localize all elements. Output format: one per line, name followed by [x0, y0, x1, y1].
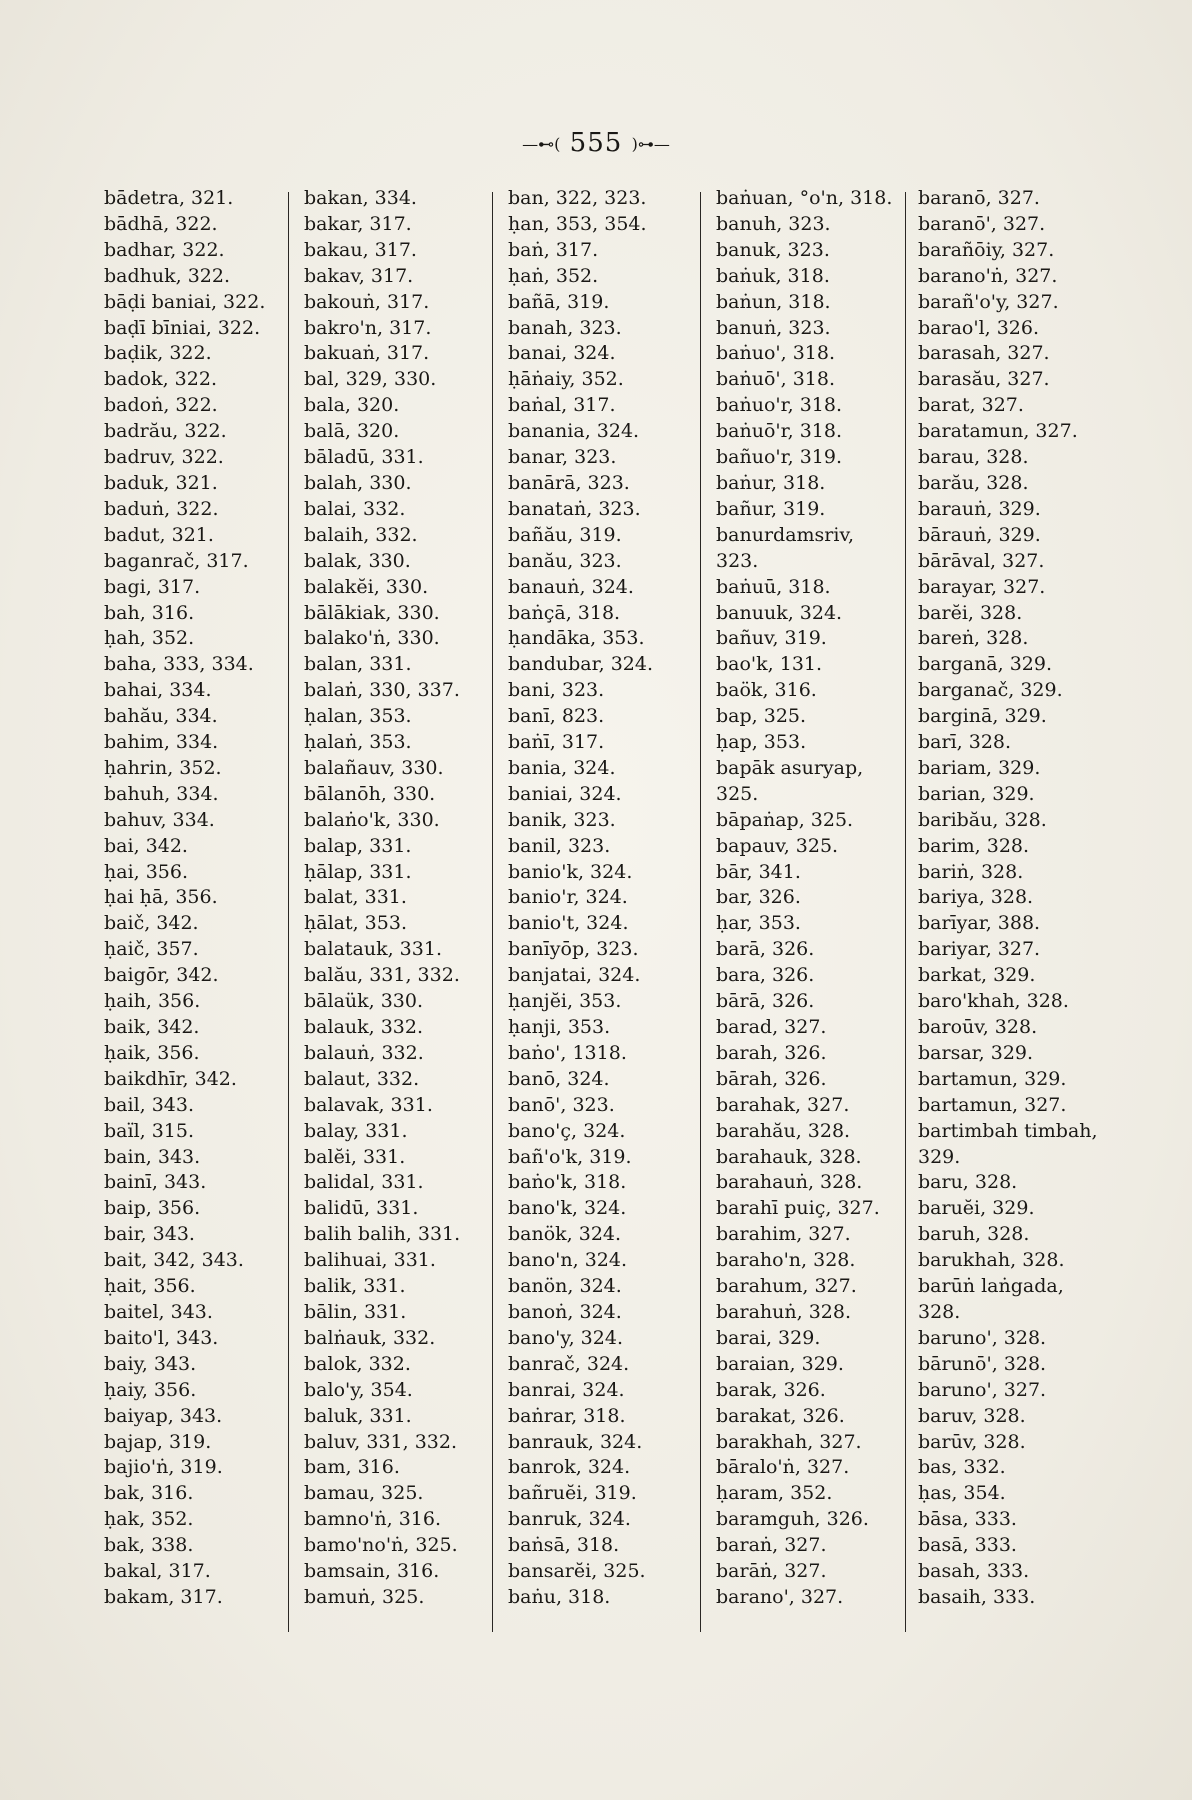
- index-entry: bao'k, 131.: [716, 653, 823, 676]
- index-entry: ḥanjĕi, 353.: [508, 990, 622, 1013]
- index-entry: bainī, 343.: [104, 1171, 207, 1194]
- index-entry: bār, 341.: [716, 860, 801, 883]
- index-entry: baṅo', 1318.: [508, 1041, 627, 1064]
- index-entry: basaih, 333.: [918, 1585, 1036, 1608]
- index-entry: banio'r, 324.: [508, 886, 628, 909]
- index-entry: barad, 327.: [716, 1016, 827, 1038]
- index-entry: ḥāṅaiy, 352.: [508, 368, 624, 391]
- index-entry: bakav, 317.: [304, 264, 414, 287]
- index-entry: barim, 328.: [918, 834, 1030, 857]
- index-entry: ḥak, 352.: [104, 1508, 194, 1531]
- index-entry: bamo'no'ṅ, 325.: [304, 1534, 458, 1557]
- index-entry: ḥap, 353.: [716, 731, 807, 754]
- index-entry: barahauṅ, 328.: [716, 1171, 863, 1194]
- index-entry: bait, 342, 343.: [104, 1249, 244, 1272]
- index-entry: bakau, 317.: [304, 238, 417, 261]
- index-entry: bañ'o'k, 319.: [508, 1145, 632, 1168]
- index-entry: bartamun, 327.: [918, 1093, 1067, 1116]
- index-entry: bañuv, 319.: [716, 627, 827, 650]
- index-entry: ḥai, 356.: [104, 860, 189, 883]
- index-entry: bañruĕi, 319.: [508, 1482, 637, 1505]
- index-entry: barūṅ laṅgada,: [918, 1275, 1064, 1298]
- left-ornament: —⊷(: [522, 134, 561, 154]
- index-entry: bam, 316.: [304, 1456, 400, 1479]
- index-entry: ḥar, 353.: [716, 912, 801, 935]
- index-entry: bas, 332.: [918, 1456, 1006, 1479]
- index-entry: bāsa, 333.: [918, 1508, 1017, 1531]
- index-entry: ḥaṅ, 352.: [508, 264, 599, 287]
- index-entry: barat, 327.: [918, 394, 1024, 417]
- index-entry: banuk, 323.: [716, 238, 830, 261]
- index-entry: ḥanji, 353.: [508, 1016, 611, 1038]
- index-entry: balidal, 331.: [304, 1171, 424, 1194]
- column-divider: [700, 192, 701, 1632]
- index-entry: balău, 331, 332.: [304, 964, 460, 987]
- index-entry: banah, 323.: [508, 316, 622, 339]
- index-entry: bareṅ, 328.: [918, 627, 1029, 650]
- index-entry: bamsain, 316.: [304, 1560, 440, 1583]
- index-entry: bakro'n, 317.: [304, 316, 432, 339]
- index-entry: badhuk, 322.: [104, 264, 231, 287]
- index-entry: bārah, 326.: [716, 1067, 827, 1090]
- index-entry: baṅī, 317.: [508, 731, 605, 754]
- index-entry: balauṅ, 332.: [304, 1041, 424, 1064]
- index-entry: bahai, 334.: [104, 679, 212, 702]
- index-entry: bak, 316.: [104, 1482, 194, 1505]
- index-entry: ḥas, 354.: [918, 1482, 1006, 1505]
- index-entry: barayar, 327.: [918, 575, 1046, 598]
- index-entry: barahuṅ, 328.: [716, 1300, 851, 1323]
- index-entry: balah, 330.: [304, 471, 412, 494]
- index-entry: balap, 331.: [304, 834, 412, 857]
- index-entry: ḥaič, 357.: [104, 938, 199, 961]
- index-entry: barañ'o'y, 327.: [918, 290, 1059, 313]
- index-entry: barian, 329.: [918, 782, 1035, 805]
- index-entry: baikdhīr, 342.: [104, 1067, 237, 1090]
- index-entry: baič, 342.: [104, 912, 199, 935]
- index-entry: bariam, 329.: [918, 756, 1041, 779]
- index-entry: balaṅo'k, 330.: [304, 808, 440, 831]
- index-column-4: [716, 186, 892, 1611]
- index-entry: bandubar, 324.: [508, 653, 653, 676]
- index-entry: bal, 329, 330.: [304, 368, 437, 391]
- index-entry: barīyar, 388.: [918, 912, 1041, 935]
- index-entry: balaṅ, 330, 337.: [304, 679, 460, 702]
- index-entry: barā, 326.: [716, 938, 815, 961]
- index-entry: bañuo'r, 319.: [716, 446, 843, 469]
- index-entry: bapāk asuryap,: [716, 756, 864, 779]
- index-entry: barakat, 326.: [716, 1404, 845, 1427]
- index-entry: bamau, 325.: [304, 1482, 424, 1505]
- index-entry: baluv, 331, 332.: [304, 1430, 458, 1453]
- index-entry: baganrač, 317.: [104, 549, 249, 572]
- index-entry: baṅuō'r, 318.: [716, 420, 843, 443]
- index-entry: baha, 333, 334.: [104, 653, 254, 676]
- index-entry: bani, 323.: [508, 679, 605, 702]
- index-entry: banai, 324.: [508, 342, 616, 365]
- index-entry: bakam, 317.: [104, 1585, 223, 1608]
- index-entry: balan, 331.: [304, 653, 412, 676]
- index-entry: bakan, 334.: [304, 187, 417, 209]
- index-entry: bariya, 328.: [918, 886, 1034, 909]
- index-entry: ḥālap, 331.: [304, 860, 412, 883]
- index-entry: bara, 326.: [716, 964, 815, 987]
- index-entry: bāpaṅap, 325.: [716, 808, 854, 831]
- index-entry: baruĕi, 329.: [918, 1197, 1035, 1220]
- index-entry: baṅçā, 318.: [508, 601, 621, 624]
- index-entry: bar, 326.: [716, 886, 801, 909]
- index-entry: baraho'n, 328.: [716, 1249, 856, 1272]
- index-entry: banik, 323.: [508, 808, 616, 831]
- index-entry: baṅsā, 318.: [508, 1534, 620, 1557]
- index-entry: barāṅ, 327.: [716, 1560, 827, 1583]
- index-entry: bañur, 319.: [716, 497, 826, 520]
- index-entry: bakouṅ, 317.: [304, 290, 430, 313]
- index-entry: bariṅ, 328.: [918, 860, 1024, 883]
- index-entry: banauṅ, 324.: [508, 575, 634, 598]
- index-entry: baṅ, 317.: [508, 238, 599, 261]
- index-entry: baṅuō', 318.: [716, 368, 836, 391]
- index-entry: baip, 356.: [104, 1197, 201, 1220]
- index-entry: baraian, 329.: [716, 1352, 844, 1375]
- index-entry: balaih, 332.: [304, 523, 418, 546]
- index-entry: barak, 326.: [716, 1378, 826, 1401]
- index-entry: bārā, 326.: [716, 990, 815, 1013]
- index-entry: barah, 326.: [716, 1041, 827, 1064]
- index-entry: baruv, 328.: [918, 1404, 1026, 1427]
- index-entry: banuṅ, 323.: [716, 316, 831, 339]
- index-entry: balik, 331.: [304, 1275, 406, 1298]
- index-entry: banio't, 324.: [508, 912, 629, 935]
- column-divider: [905, 192, 906, 1632]
- index-entry: bak, 338.: [104, 1534, 194, 1557]
- index-entry: bariyar, 327.: [918, 938, 1041, 961]
- index-entry: baik, 342.: [104, 1016, 200, 1038]
- index-entry: barasah, 327.: [918, 342, 1050, 365]
- index-entry: ḥan, 353, 354.: [508, 212, 647, 235]
- index-entry: bah, 316.: [104, 601, 195, 624]
- index-entry: baruno', 328.: [918, 1326, 1047, 1349]
- index-entry: bail, 343.: [104, 1093, 195, 1116]
- index-entry: baiyap, 343.: [104, 1404, 223, 1427]
- index-entry: banī, 823.: [508, 705, 605, 728]
- index-entry: barsar, 329.: [918, 1041, 1034, 1064]
- index-entry: baṅrar, 318.: [508, 1404, 626, 1427]
- index-entry: baḍik, 322.: [104, 342, 212, 365]
- index-entry: barau, 328.: [918, 446, 1029, 469]
- index-entry: baduk, 321.: [104, 471, 218, 494]
- index-entry: barginā, 329.: [918, 705, 1047, 728]
- index-entry: banök, 324.: [508, 1223, 622, 1246]
- index-entry: banō', 323.: [508, 1093, 615, 1116]
- column-divider: [492, 192, 493, 1632]
- index-entry: balaut, 332.: [304, 1067, 420, 1090]
- index-entry: baroūv, 328.: [918, 1016, 1038, 1038]
- index-entry: ḥaiy, 356.: [104, 1378, 197, 1401]
- index-entry: baṅu, 318.: [508, 1585, 611, 1608]
- index-entry: barañōiy, 327.: [918, 238, 1055, 261]
- index-entry: bakuaṅ, 317.: [304, 342, 430, 365]
- index-entry: barī, 328.: [918, 731, 1012, 754]
- index-entry: barahim, 327.: [716, 1223, 851, 1246]
- index-entry: badut, 321.: [104, 523, 214, 546]
- index-entry: banuuk, 324.: [716, 601, 843, 624]
- index-entry: badhar, 322.: [104, 238, 225, 261]
- index-entry: baru, 328.: [918, 1171, 1018, 1194]
- index-column-5: [918, 186, 1098, 1611]
- index-entry: balo'y, 354.: [304, 1378, 413, 1401]
- index-entry: banar, 323.: [508, 446, 617, 469]
- index-entry: banīyōp, 323.: [508, 938, 639, 961]
- index-entry: banău, 323.: [508, 549, 622, 572]
- index-entry: baiy, 343.: [104, 1352, 197, 1375]
- index-entry: badoṅ, 322.: [104, 394, 218, 417]
- index-entry: baṅuan, °o'n, 318.: [716, 187, 893, 209]
- index-entry: bahuv, 334.: [104, 808, 215, 831]
- index-entry: ḥaih, 356.: [104, 990, 201, 1013]
- index-entry: balañauv, 330.: [304, 756, 444, 779]
- index-entry: ḥai ḥā, 356.: [104, 886, 218, 909]
- index-entry: ḥalan, 353.: [304, 705, 412, 728]
- index-entry: baïl, 315.: [104, 1119, 195, 1142]
- index-entry: barkat, 329.: [918, 964, 1036, 987]
- index-entry: balṅauk, 332.: [304, 1326, 436, 1349]
- index-entry: ḥālat, 353.: [304, 912, 407, 935]
- index-entry: bania, 324.: [508, 756, 616, 779]
- index-entry: bahim, 334.: [104, 731, 219, 754]
- index-entry: baranō', 327.: [918, 212, 1046, 235]
- index-entry: ḥandāka, 353.: [508, 627, 645, 650]
- index-entry: bakal, 317.: [104, 1560, 211, 1583]
- index-entry: ḥaik, 356.: [104, 1041, 200, 1064]
- index-entry: baṅuk, 318.: [716, 264, 830, 287]
- index-entry: barano', 327.: [716, 1585, 844, 1608]
- index-entry: barahum, 327.: [716, 1275, 857, 1298]
- index-entry: balok, 332.: [304, 1352, 411, 1375]
- index-entry: ḥait, 356.: [104, 1275, 196, 1298]
- index-entry: banārā, 323.: [508, 471, 630, 494]
- index-entry: bāralo'ṅ, 327.: [716, 1456, 850, 1479]
- index-entry: barai, 329.: [716, 1326, 821, 1349]
- index-entry: balak, 330.: [304, 549, 411, 572]
- index-entry: bakar, 317.: [304, 212, 412, 235]
- index-entry: bādetra, 321.: [104, 187, 234, 209]
- index-entry: baitel, 343.: [104, 1300, 213, 1323]
- index-entry: banio'k, 324.: [508, 860, 633, 883]
- page-header: [0, 128, 1192, 158]
- index-entry: banataṅ, 323.: [508, 497, 641, 520]
- index-entry: bajio'ṅ, 319.: [104, 1456, 223, 1479]
- column-divider: [288, 192, 289, 1632]
- index-entry: balih balih, 331.: [304, 1223, 461, 1246]
- index-entry: ḥalaṅ, 353.: [304, 731, 412, 754]
- index-entry: basah, 333.: [918, 1560, 1030, 1583]
- index-entry: baṅuū, 318.: [716, 575, 831, 598]
- index-column-3: [508, 186, 653, 1611]
- index-entry: banoṅ, 324.: [508, 1300, 622, 1323]
- index-entry: 329.: [918, 1145, 961, 1168]
- index-entry: ḥahrin, 352.: [104, 756, 222, 779]
- index-entry: banrauk, 324.: [508, 1430, 643, 1453]
- index-entry: bair, 343.: [104, 1223, 195, 1246]
- index-entry: bahău, 334.: [104, 705, 218, 728]
- index-entry: bamuṅ, 325.: [304, 1585, 425, 1608]
- right-ornament: )⊶—: [631, 134, 670, 154]
- index-entry: bālākiak, 330.: [304, 601, 440, 624]
- index-entry: bālaük, 330.: [304, 990, 424, 1013]
- index-entry: barahău, 328.: [716, 1119, 851, 1142]
- index-entry: baök, 316.: [716, 679, 817, 702]
- index-entry: 323.: [716, 549, 759, 572]
- index-entry: badrău, 322.: [104, 420, 227, 443]
- index-entry: bagi, 317.: [104, 575, 201, 598]
- index-entry: baribău, 328.: [918, 808, 1047, 831]
- index-entry: bajap, 319.: [104, 1430, 212, 1453]
- index-entry: baratamun, 327.: [918, 420, 1078, 443]
- index-entry: baruno', 327.: [918, 1378, 1047, 1401]
- index-entry: bano'y, 324.: [508, 1326, 623, 1349]
- index-entry: barahak, 327.: [716, 1093, 850, 1116]
- index-entry: banjatai, 324.: [508, 964, 641, 987]
- index-entry: baṅuo'r, 318.: [716, 394, 843, 417]
- index-entry: bāḍi baniai, 322.: [104, 290, 266, 313]
- index-entry: baṅo'k, 318.: [508, 1171, 627, 1194]
- index-entry: balatauk, 331.: [304, 938, 442, 961]
- index-entry: balauk, 332.: [304, 1016, 424, 1038]
- index-entry: bartimbah timbah,: [918, 1119, 1098, 1142]
- index-entry: bap, 325.: [716, 705, 807, 728]
- index-entry: barauṅ, 329.: [918, 497, 1041, 520]
- index-entry: bārunō', 328.: [918, 1352, 1047, 1375]
- index-entry: 325.: [716, 782, 759, 805]
- index-entry: balidū, 331.: [304, 1197, 419, 1220]
- index-entry: baigōr, 342.: [104, 964, 219, 987]
- index-entry: baṅun, 318.: [716, 290, 831, 313]
- index-entry: basā, 333.: [918, 1534, 1017, 1557]
- index-entry: banania, 324.: [508, 420, 640, 443]
- index-entry: barao'l, 326.: [918, 316, 1040, 339]
- index-entry: baluk, 331.: [304, 1404, 412, 1427]
- index-entry: banuh, 323.: [716, 212, 831, 235]
- index-entry: bahuh, 334.: [104, 782, 219, 805]
- index-entry: balako'ṅ, 330.: [304, 627, 440, 650]
- index-entry: barahī puiç, 327.: [716, 1197, 880, 1220]
- index-entry: bāladū, 331.: [304, 446, 424, 469]
- index-entry: banō, 324.: [508, 1067, 610, 1090]
- index-entry: ḥah, 352.: [104, 627, 195, 650]
- index-entry: bartamun, 329.: [918, 1067, 1067, 1090]
- index-entry: ḥaram, 352.: [716, 1482, 833, 1505]
- index-entry: baramguh, 326.: [716, 1508, 869, 1531]
- index-entry: bamno'ṅ, 316.: [304, 1508, 442, 1531]
- index-entry: baṅuo', 318.: [716, 342, 836, 365]
- index-entry: banil, 323.: [508, 834, 611, 857]
- index-entry: balay, 331.: [304, 1119, 408, 1142]
- index-entry: baranō, 327.: [918, 187, 1040, 209]
- index-entry: bai, 342.: [104, 834, 188, 857]
- index-entry: barău, 328.: [918, 471, 1029, 494]
- index-entry: balĕi, 331.: [304, 1145, 406, 1168]
- index-entry: bādhā, 322.: [104, 212, 218, 235]
- index-entry: banön, 324.: [508, 1275, 622, 1298]
- index-entry: baro'khah, 328.: [918, 990, 1069, 1013]
- index-entry: badok, 322.: [104, 368, 217, 391]
- index-entry: bain, 343.: [104, 1145, 201, 1168]
- index-entry: bañā, 319.: [508, 290, 610, 313]
- index-entry: bano'k, 324.: [508, 1197, 627, 1220]
- index-entry: bapauv, 325.: [716, 834, 839, 857]
- index-entry: barahauk, 328.: [716, 1145, 862, 1168]
- index-column-1: [104, 186, 265, 1611]
- index-entry: balavak, 331.: [304, 1093, 433, 1116]
- index-entry: banurdamsriv,: [716, 523, 854, 546]
- index-entry: barakhah, 327.: [716, 1430, 862, 1453]
- index-column-2: [304, 186, 460, 1611]
- index-entry: barganač, 329.: [918, 679, 1063, 702]
- index-entry: balakĕi, 330.: [304, 575, 429, 598]
- index-entry: bārāval, 327.: [918, 549, 1045, 572]
- index-entry: bala, 320.: [304, 394, 400, 417]
- index-entry: ban, 322, 323.: [508, 187, 647, 209]
- index-entry: 328.: [918, 1300, 961, 1323]
- index-entry: bano'ç, 324.: [508, 1119, 626, 1142]
- index-entry: baruh, 328.: [918, 1223, 1030, 1246]
- index-entry: balā, 320.: [304, 420, 400, 443]
- index-entry: balai, 332.: [304, 497, 406, 520]
- index-entry: barukhah, 328.: [918, 1249, 1065, 1272]
- index-entry: balat, 331.: [304, 886, 407, 909]
- index-entry: bansarĕi, 325.: [508, 1560, 646, 1583]
- index-entry: baraṅ, 327.: [716, 1534, 827, 1557]
- index-entry: baito'l, 343.: [104, 1326, 219, 1349]
- index-entry: banrok, 324.: [508, 1456, 631, 1479]
- index-entry: baniai, 324.: [508, 782, 622, 805]
- index-entry: banrai, 324.: [508, 1378, 625, 1401]
- index-entry: baṅur, 318.: [716, 471, 826, 494]
- index-entry: banrač, 324.: [508, 1352, 630, 1375]
- index-entry: barganā, 329.: [918, 653, 1053, 676]
- index-entry: barasău, 327.: [918, 368, 1050, 391]
- index-entry: bālanōh, 330.: [304, 782, 436, 805]
- index-entry: badruv, 322.: [104, 446, 224, 469]
- index-entry: baduṅ, 322.: [104, 497, 219, 520]
- index-entry: banruk, 324.: [508, 1508, 631, 1531]
- page-number: 555: [569, 128, 623, 158]
- index-entry: bañău, 319.: [508, 523, 622, 546]
- index-entry: baḍī bīniai, 322.: [104, 316, 261, 339]
- index-entry: barano'ṅ, 327.: [918, 264, 1058, 287]
- index-entry: baṅal, 317.: [508, 394, 616, 417]
- index-entry: bārauṅ, 329.: [918, 523, 1041, 546]
- index-entry: bālin, 331.: [304, 1300, 407, 1323]
- index-entry: balihuai, 331.: [304, 1249, 436, 1272]
- index-entry: barūv, 328.: [918, 1430, 1026, 1453]
- index-entry: bano'n, 324.: [508, 1249, 628, 1272]
- index-entry: barĕi, 328.: [918, 601, 1023, 624]
